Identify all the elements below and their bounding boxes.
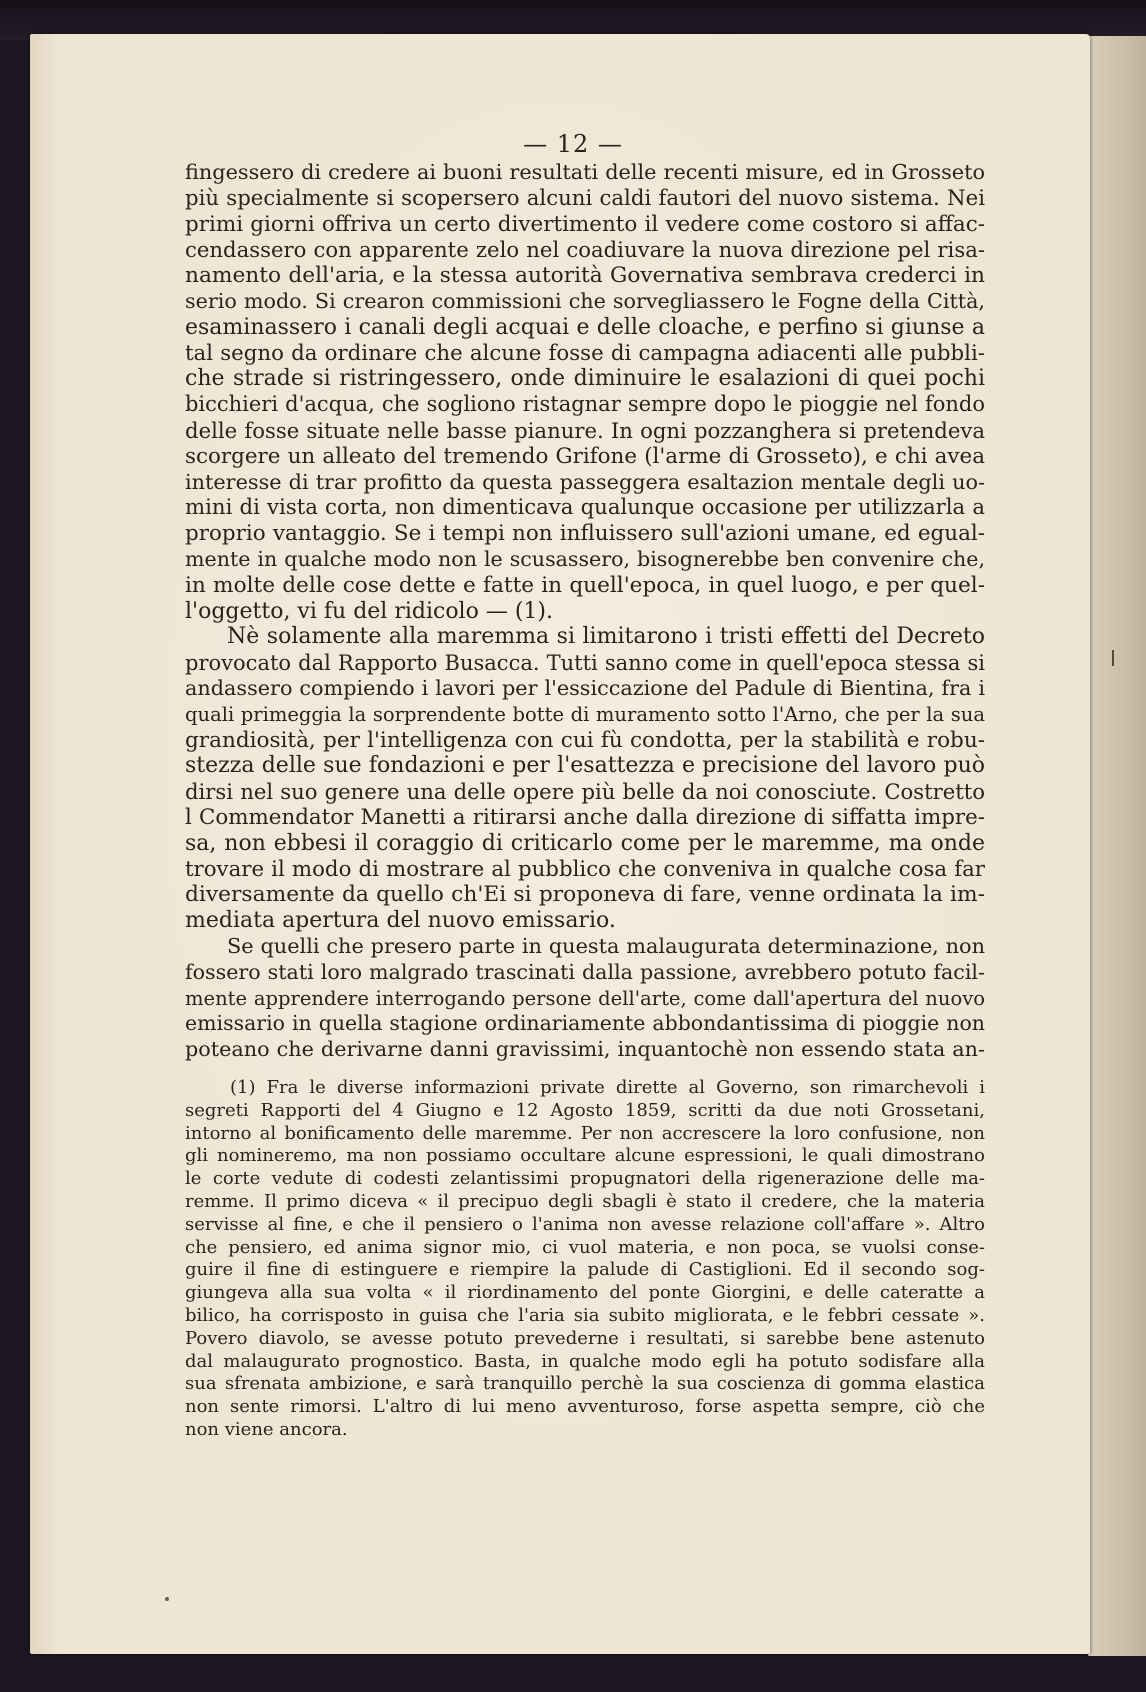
text-line: dirsi nel suo genere una delle opere più belle da noi conosciute. Costretto	[185, 779, 985, 805]
edge-mark	[1112, 650, 1114, 666]
footnote-line: le corte vedute di codesti zelantissimi propugnatori della rigenerazione delle ma-	[185, 1168, 985, 1190]
text-line: andassero compiendo i lavori per l'essiccazione del Padule di Bientina, fra i	[185, 675, 985, 700]
footnote-line: gli nomineremo, ma non possiamo occultare alcune espressioni, le quali dimostrano	[185, 1145, 985, 1167]
text-line: diversamente da quello ch'Ei si proponeva di fare, venne ordinata la im-	[185, 882, 985, 908]
main-text	[185, 160, 985, 1063]
text-line: fossero stati loro malgrado trascinati dalla passione, avrebbero potuto facil-	[185, 959, 985, 984]
footnote-line: Povero diavolo, se avesse potuto prevederne i resultati, si sarebbe bene astenuto	[185, 1327, 985, 1349]
footnote-line: sua sfrenata ambizione, e sarà tranquillo perchè la sua coscienza di gomma elastica	[185, 1373, 985, 1395]
footnote-line: remme. Il primo diceva « il precipuo degli sbagli è stato il credere, che la materia	[185, 1190, 985, 1212]
footnote-line: servisse al fine, e che il pensiero o l'anima non avesse relazione coll'affare ». Altro	[185, 1213, 985, 1235]
text-line: delle fosse situate nelle basse pianure. In ogni pozzanghera si pretendeva	[185, 417, 985, 443]
text-line: fingessero di credere ai buoni resultati delle recenti misure, ed in Grosseto	[185, 160, 985, 184]
text-line: serio modo. Si crearon commissioni che sorvegliassero le Fogne della Città,	[185, 288, 985, 313]
text-line: poteano che derivarne danni gravissimi, inquantochè non essendo stata an-	[185, 1037, 985, 1062]
footnote-line: (1) Fra le diverse informazioni private dirette al Governo, son rimarchevoli i	[230, 1077, 985, 1098]
paragraph-start: Se quelli che presero parte in questa malaugurata determinazione, non	[227, 933, 985, 958]
text-line: emissario in quella stagione ordinariamente abbondantissima di pioggie non	[185, 1011, 985, 1036]
text-line: quali primeggia la sorprendente botte di muramento sotto l'Arno, che per la sua	[185, 702, 985, 726]
text-line: primi giorni offriva un certo divertimento il vedere come costoro si affac-	[185, 211, 985, 237]
text-line: esaminassero i canali degli acquai e delle cloache, e perfino si giunse a	[185, 314, 985, 340]
text-line: interesse di trar profitto da questa passeggera esaltazion mentale degli uo-	[185, 469, 985, 494]
text-line: mediata apertura del nuovo emissario.	[185, 908, 616, 934]
footnote-line: bilico, ha corrisposto in guisa che l'aria sia subito migliorata, e le febbri cessate ».	[185, 1304, 985, 1326]
text-line: scorgere un alleato del tremendo Grifone (l'arme di Grosseto), e chi avea	[185, 443, 985, 469]
text-line: namento dell'aria, e la stessa autorità Governativa sembrava crederci in	[185, 263, 985, 289]
text-line: bicchieri d'acqua, che sogliono ristagnar sempre dopo le pioggie nel fondo	[185, 392, 985, 417]
footnote-line: segreti Rapporti del 4 Giugno e 12 Agosto 1859, scritti da due noti Grossetani,	[185, 1099, 985, 1121]
text-line: l'oggetto, vi fu del ridicolo — (1).	[185, 598, 553, 624]
footnote-line: dal malaugurato prognostico. Basta, in qualche modo egli ha potuto sodisfare alla	[185, 1350, 985, 1372]
text-line: più specialmente si scopersero alcuni caldi fautori del nuovo sistema. Nei	[185, 185, 985, 211]
text-line: mente apprendere interrogando persone dell'arte, come dall'apertura del nuovo	[185, 986, 985, 1010]
text-line: provocato dal Rapporto Busacca. Tutti sanno come in quell'epoca stessa si	[185, 650, 985, 676]
footnote-line: guire il fine di estinguere e riempire la palude di Castiglioni. Ed il secondo sog-	[185, 1259, 985, 1281]
footnote-line: che pensiero, ed anima signor mio, ci vuol materia, e non poca, se vuolsi conse-	[185, 1236, 985, 1258]
text-line: sa, non ebbesi il coraggio di criticarlo come per le maremme, ma onde	[185, 830, 985, 856]
text-line: l Commendator Manetti a ritirarsi anche dalla direzione di siffatta impre-	[185, 804, 985, 830]
text-line: trovare il modo di mostrare al pubblico che conveniva in qualche cosa far	[185, 856, 985, 882]
text-line: tal segno da ordinare che alcune fosse di campagna adiacenti alle pubbli-	[185, 340, 985, 366]
paragraph-start: Nè solamente alla maremma si limitarono i tristi effetti del Decreto	[227, 624, 985, 650]
footnote-line: intorno al bonificamento delle maremme. Per non accrescere la loro confusione, non	[185, 1122, 985, 1144]
text-line: cendassero con apparente zelo nel coadiuvare la nuova direzione pel risa-	[185, 237, 985, 263]
text-line: stezza delle sue fondazioni e per l'esattezza e precisione del lavoro può	[185, 753, 985, 779]
text-line: in molte delle cose dette e fatte in quell'epoca, in quel luogo, e per quel-	[185, 572, 985, 598]
text-line: che strade si ristringessero, onde diminuire le esalazioni di quei pochi	[185, 366, 985, 392]
text-line: mini di vista corta, non dimenticava qualunque occasione per utilizzarla a	[185, 495, 985, 521]
footnote-line: non sente rimorsi. L'altro di lui meno avventuroso, forse aspetta sempre, ciò che	[185, 1396, 985, 1418]
text-line: grandiosità, per l'intelligenza con cui fù condotta, per la stabilità e robu-	[185, 727, 985, 753]
footnote-line: giungeva alla sua volta « il riordinamento del ponte Giorgini, e delle cateratte a	[185, 1282, 985, 1304]
footnote	[185, 1077, 985, 1442]
page-number: — 12 —	[523, 130, 623, 158]
footnote-line: non viene ancora.	[185, 1418, 348, 1440]
text-line: mente in qualche modo non le scusassero, bisognerebbe ben convenire che,	[185, 546, 985, 571]
text-line: proprio vantaggio. Se i tempi non influissero sull'azioni umane, ed egual-	[185, 521, 985, 547]
next-page-edge	[1088, 36, 1146, 1656]
paper-speck	[165, 1597, 169, 1601]
